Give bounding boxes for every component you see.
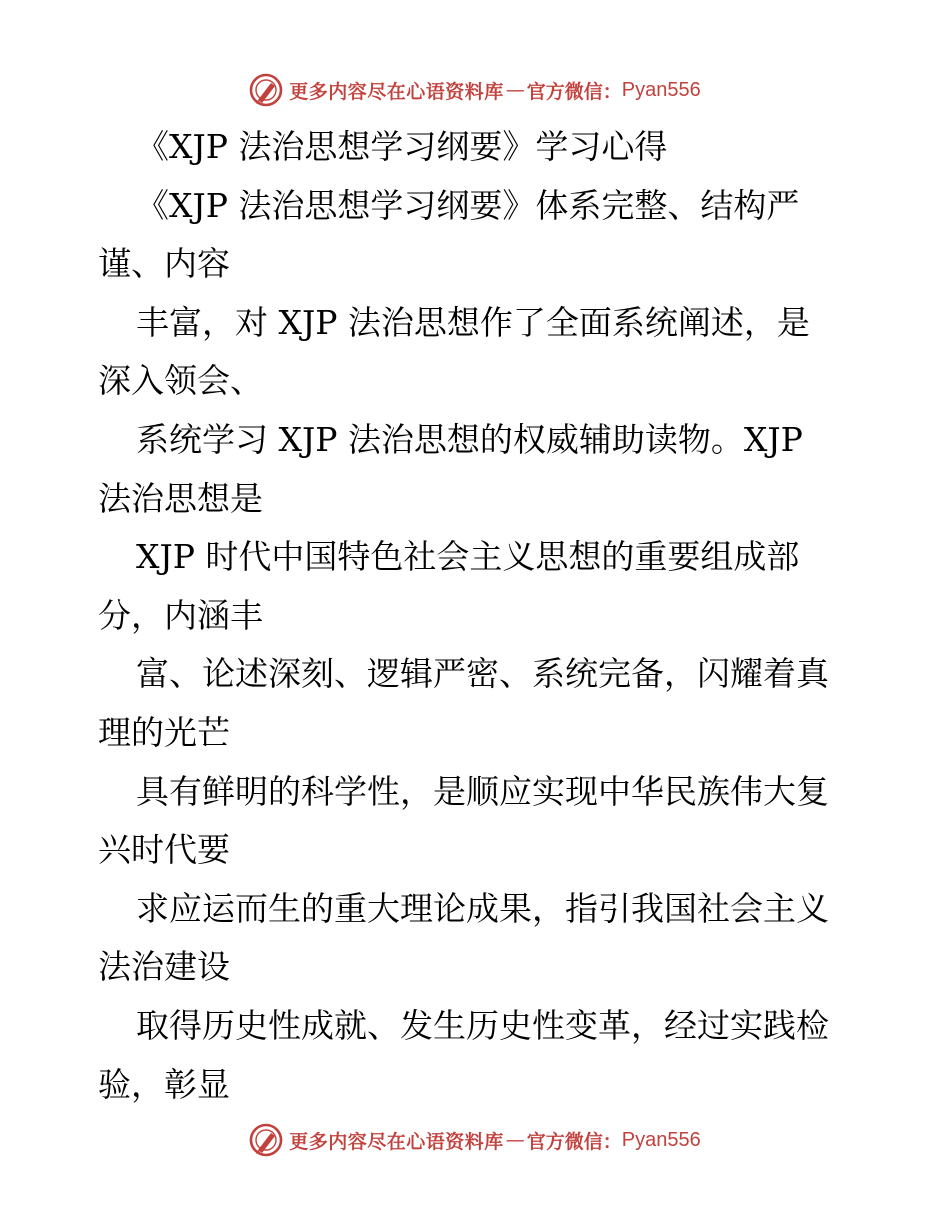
document-line: 法治思想是 <box>98 478 263 518</box>
document-line: 分，内涵丰 <box>98 595 263 635</box>
watermark-wechat-id: Pyan556 <box>621 78 701 101</box>
watermark-wechat-label: 官方微信： <box>526 1130 622 1153</box>
document-line: 富、论述深刻、逻辑严密、系统完备，闪耀着真 <box>136 654 829 694</box>
document-line: 《XJP 法治思想学习纲要》学习心得 <box>136 127 668 166</box>
document-line: 谨、内容 <box>98 244 230 284</box>
document-line: 兴时代要 <box>98 830 230 870</box>
watermark-dash: — <box>505 79 525 101</box>
document-body <box>98 118 858 1114</box>
footer-watermark <box>0 1118 950 1162</box>
document-line: 《XJP 法治思想学习纲要》体系完整、结构严 <box>136 185 800 225</box>
watermark-wechat-id: Pyan556 <box>621 1128 701 1151</box>
document-line: XJP 时代中国特色社会主义思想的重要组成部 <box>136 537 800 577</box>
watermark-site-text: 更多内容尽在心语资料库 <box>289 80 504 103</box>
document-line: 深入领会、 <box>98 361 263 401</box>
watermark-wechat-label: 官方微信： <box>526 80 622 103</box>
document-line: 求应运而生的重大理论成果，指引我国社会主义 <box>136 888 829 928</box>
pen-logo-icon <box>249 1123 283 1157</box>
watermark-dash: — <box>505 1129 525 1151</box>
pen-logo-icon <box>249 73 283 107</box>
document-line: 丰富，对 XJP 法治思想作了全面系统阐述，是 <box>136 302 810 342</box>
document-line: 系统学习 XJP 法治思想的权威辅助读物。XJP <box>136 419 803 459</box>
document-line: 验，彰显 <box>98 1064 230 1104</box>
header-watermark <box>0 68 950 112</box>
watermark-site-text: 更多内容尽在心语资料库 <box>289 1130 504 1153</box>
document-line: 取得历史性成就、发生历史性变革，经过实践检 <box>136 1005 829 1045</box>
document-line: 具有鲜明的科学性，是顺应实现中华民族伟大复 <box>136 771 829 811</box>
document-line: 理的光芒 <box>98 712 230 752</box>
document-line: 法治建设 <box>98 947 230 987</box>
